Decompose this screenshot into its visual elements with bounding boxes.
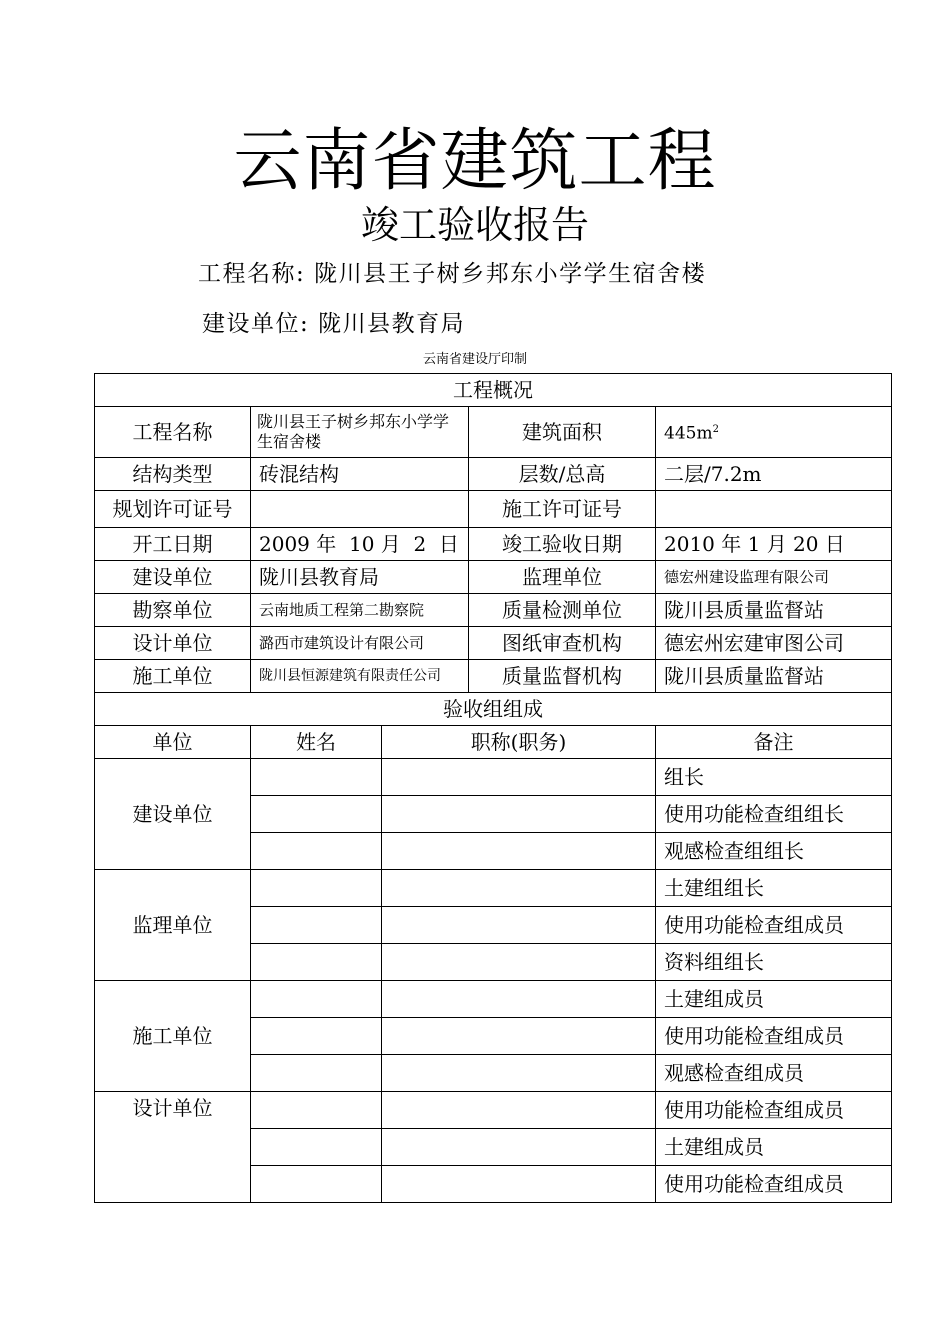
team-name-cell bbox=[251, 1018, 382, 1055]
acceptance-date-label: 竣工验收日期 bbox=[469, 528, 656, 561]
report-table bbox=[94, 373, 892, 1203]
area-number: 445m bbox=[664, 423, 713, 444]
team-title-cell bbox=[382, 981, 656, 1018]
floors-label: 层数/总高 bbox=[469, 458, 656, 491]
area-label: 建筑面积 bbox=[469, 407, 656, 458]
team-title-cell bbox=[382, 907, 656, 944]
project-name-line bbox=[198, 258, 706, 290]
team-name-cell bbox=[251, 907, 382, 944]
team-title-cell bbox=[382, 759, 656, 796]
team-unit-cell: 建设单位 bbox=[95, 759, 251, 870]
report-title: 云南省建筑工程 bbox=[233, 122, 717, 201]
team-title-cell bbox=[382, 833, 656, 870]
report-subtitle: 竣工验收报告 bbox=[360, 203, 589, 247]
planning-permit-label: 规划许可证号 bbox=[95, 491, 251, 528]
drawing-review-value: 德宏州宏建审图公司 bbox=[656, 627, 892, 660]
team-column-name: 姓名 bbox=[251, 726, 382, 759]
team-note-cell: 组长 bbox=[656, 759, 892, 796]
team-name-cell bbox=[251, 1166, 382, 1203]
team-name-cell bbox=[251, 1129, 382, 1166]
builder-line-value: 陇川县教育局 bbox=[318, 311, 466, 337]
team-title-cell bbox=[382, 944, 656, 981]
team-name-cell bbox=[251, 1092, 382, 1129]
team-name-cell bbox=[251, 981, 382, 1018]
team-note-cell: 使用功能检查组成员 bbox=[656, 907, 892, 944]
structure-label: 结构类型 bbox=[95, 458, 251, 491]
team-title-cell bbox=[382, 796, 656, 833]
team-note-cell: 土建组组长 bbox=[656, 870, 892, 907]
team-name-cell bbox=[251, 833, 382, 870]
project-name-line-value: 陇川县王子树乡邦东小学学生宿舍楼 bbox=[314, 261, 707, 287]
overview-section-title: 工程概况 bbox=[95, 374, 892, 407]
team-name-cell bbox=[251, 796, 382, 833]
builder-line-label: 建设单位: bbox=[202, 311, 310, 337]
area-value bbox=[656, 407, 892, 458]
acceptance-date-value: 2010 年 1 月 20 日 bbox=[656, 528, 892, 561]
team-note-cell: 使用功能检查组成员 bbox=[656, 1018, 892, 1055]
publisher-note: 云南省建设厅印制 bbox=[422, 352, 527, 367]
structure-value: 砖混结构 bbox=[251, 458, 469, 491]
drawing-review-label: 图纸审查机构 bbox=[469, 627, 656, 660]
team-section-title: 验收组组成 bbox=[95, 693, 892, 726]
area-unit-superscript: 2 bbox=[712, 424, 719, 436]
start-date-label: 开工日期 bbox=[95, 528, 251, 561]
team-unit-cell: 施工单位 bbox=[95, 981, 251, 1092]
team-note-cell: 观感检查组组长 bbox=[656, 833, 892, 870]
supervisor-value: 德宏州建设监理有限公司 bbox=[656, 561, 892, 594]
supervisor-label: 监理单位 bbox=[469, 561, 656, 594]
project-name-value: 陇川县王子树乡邦东小学学生宿舍楼 bbox=[251, 407, 469, 458]
team-note-cell: 观感检查组成员 bbox=[656, 1055, 892, 1092]
builder-value: 陇川县教育局 bbox=[251, 561, 469, 594]
builder-label: 建设单位 bbox=[95, 561, 251, 594]
team-column-unit: 单位 bbox=[95, 726, 251, 759]
team-note-cell: 土建组成员 bbox=[656, 981, 892, 1018]
design-label: 设计单位 bbox=[95, 627, 251, 660]
team-column-notes: 备注 bbox=[656, 726, 892, 759]
team-title-cell bbox=[382, 1166, 656, 1203]
quality-test-value: 陇川县质量监督站 bbox=[656, 594, 892, 627]
floors-value: 二层/7.2m bbox=[656, 458, 892, 491]
quality-supervision-label: 质量监督机构 bbox=[469, 660, 656, 693]
start-date-value: 2009 年 10 月 2 日 bbox=[251, 528, 469, 561]
project-name-line-label: 工程名称: bbox=[198, 261, 306, 287]
team-note-cell: 使用功能检查组成员 bbox=[656, 1092, 892, 1129]
team-column-title: 职称(职务) bbox=[382, 726, 656, 759]
survey-label: 勘察单位 bbox=[95, 594, 251, 627]
quality-test-label: 质量检测单位 bbox=[469, 594, 656, 627]
construction-permit-value bbox=[656, 491, 892, 528]
builder-line bbox=[202, 308, 465, 340]
team-title-cell bbox=[382, 1129, 656, 1166]
team-unit-cell: 监理单位 bbox=[95, 870, 251, 981]
team-title-cell bbox=[382, 1018, 656, 1055]
construction-permit-label: 施工许可证号 bbox=[469, 491, 656, 528]
team-name-cell bbox=[251, 1055, 382, 1092]
contractor-label: 施工单位 bbox=[95, 660, 251, 693]
project-name-label: 工程名称 bbox=[95, 407, 251, 458]
team-note-cell: 资料组组长 bbox=[656, 944, 892, 981]
team-title-cell bbox=[382, 1055, 656, 1092]
team-note-cell: 使用功能检查组成员 bbox=[656, 1166, 892, 1203]
survey-value: 云南地质工程第二勘察院 bbox=[251, 594, 469, 627]
team-name-cell bbox=[251, 870, 382, 907]
team-unit-cell: 设计单位 bbox=[95, 1092, 251, 1203]
team-note-cell: 土建组成员 bbox=[656, 1129, 892, 1166]
team-title-cell bbox=[382, 870, 656, 907]
planning-permit-value bbox=[251, 491, 469, 528]
contractor-value: 陇川县恒源建筑有限责任公司 bbox=[251, 660, 469, 693]
quality-supervision-value: 陇川县质量监督站 bbox=[656, 660, 892, 693]
team-note-cell: 使用功能检查组组长 bbox=[656, 796, 892, 833]
design-value: 潞西市建筑设计有限公司 bbox=[251, 627, 469, 660]
team-name-cell bbox=[251, 944, 382, 981]
team-name-cell bbox=[251, 759, 382, 796]
team-title-cell bbox=[382, 1092, 656, 1129]
